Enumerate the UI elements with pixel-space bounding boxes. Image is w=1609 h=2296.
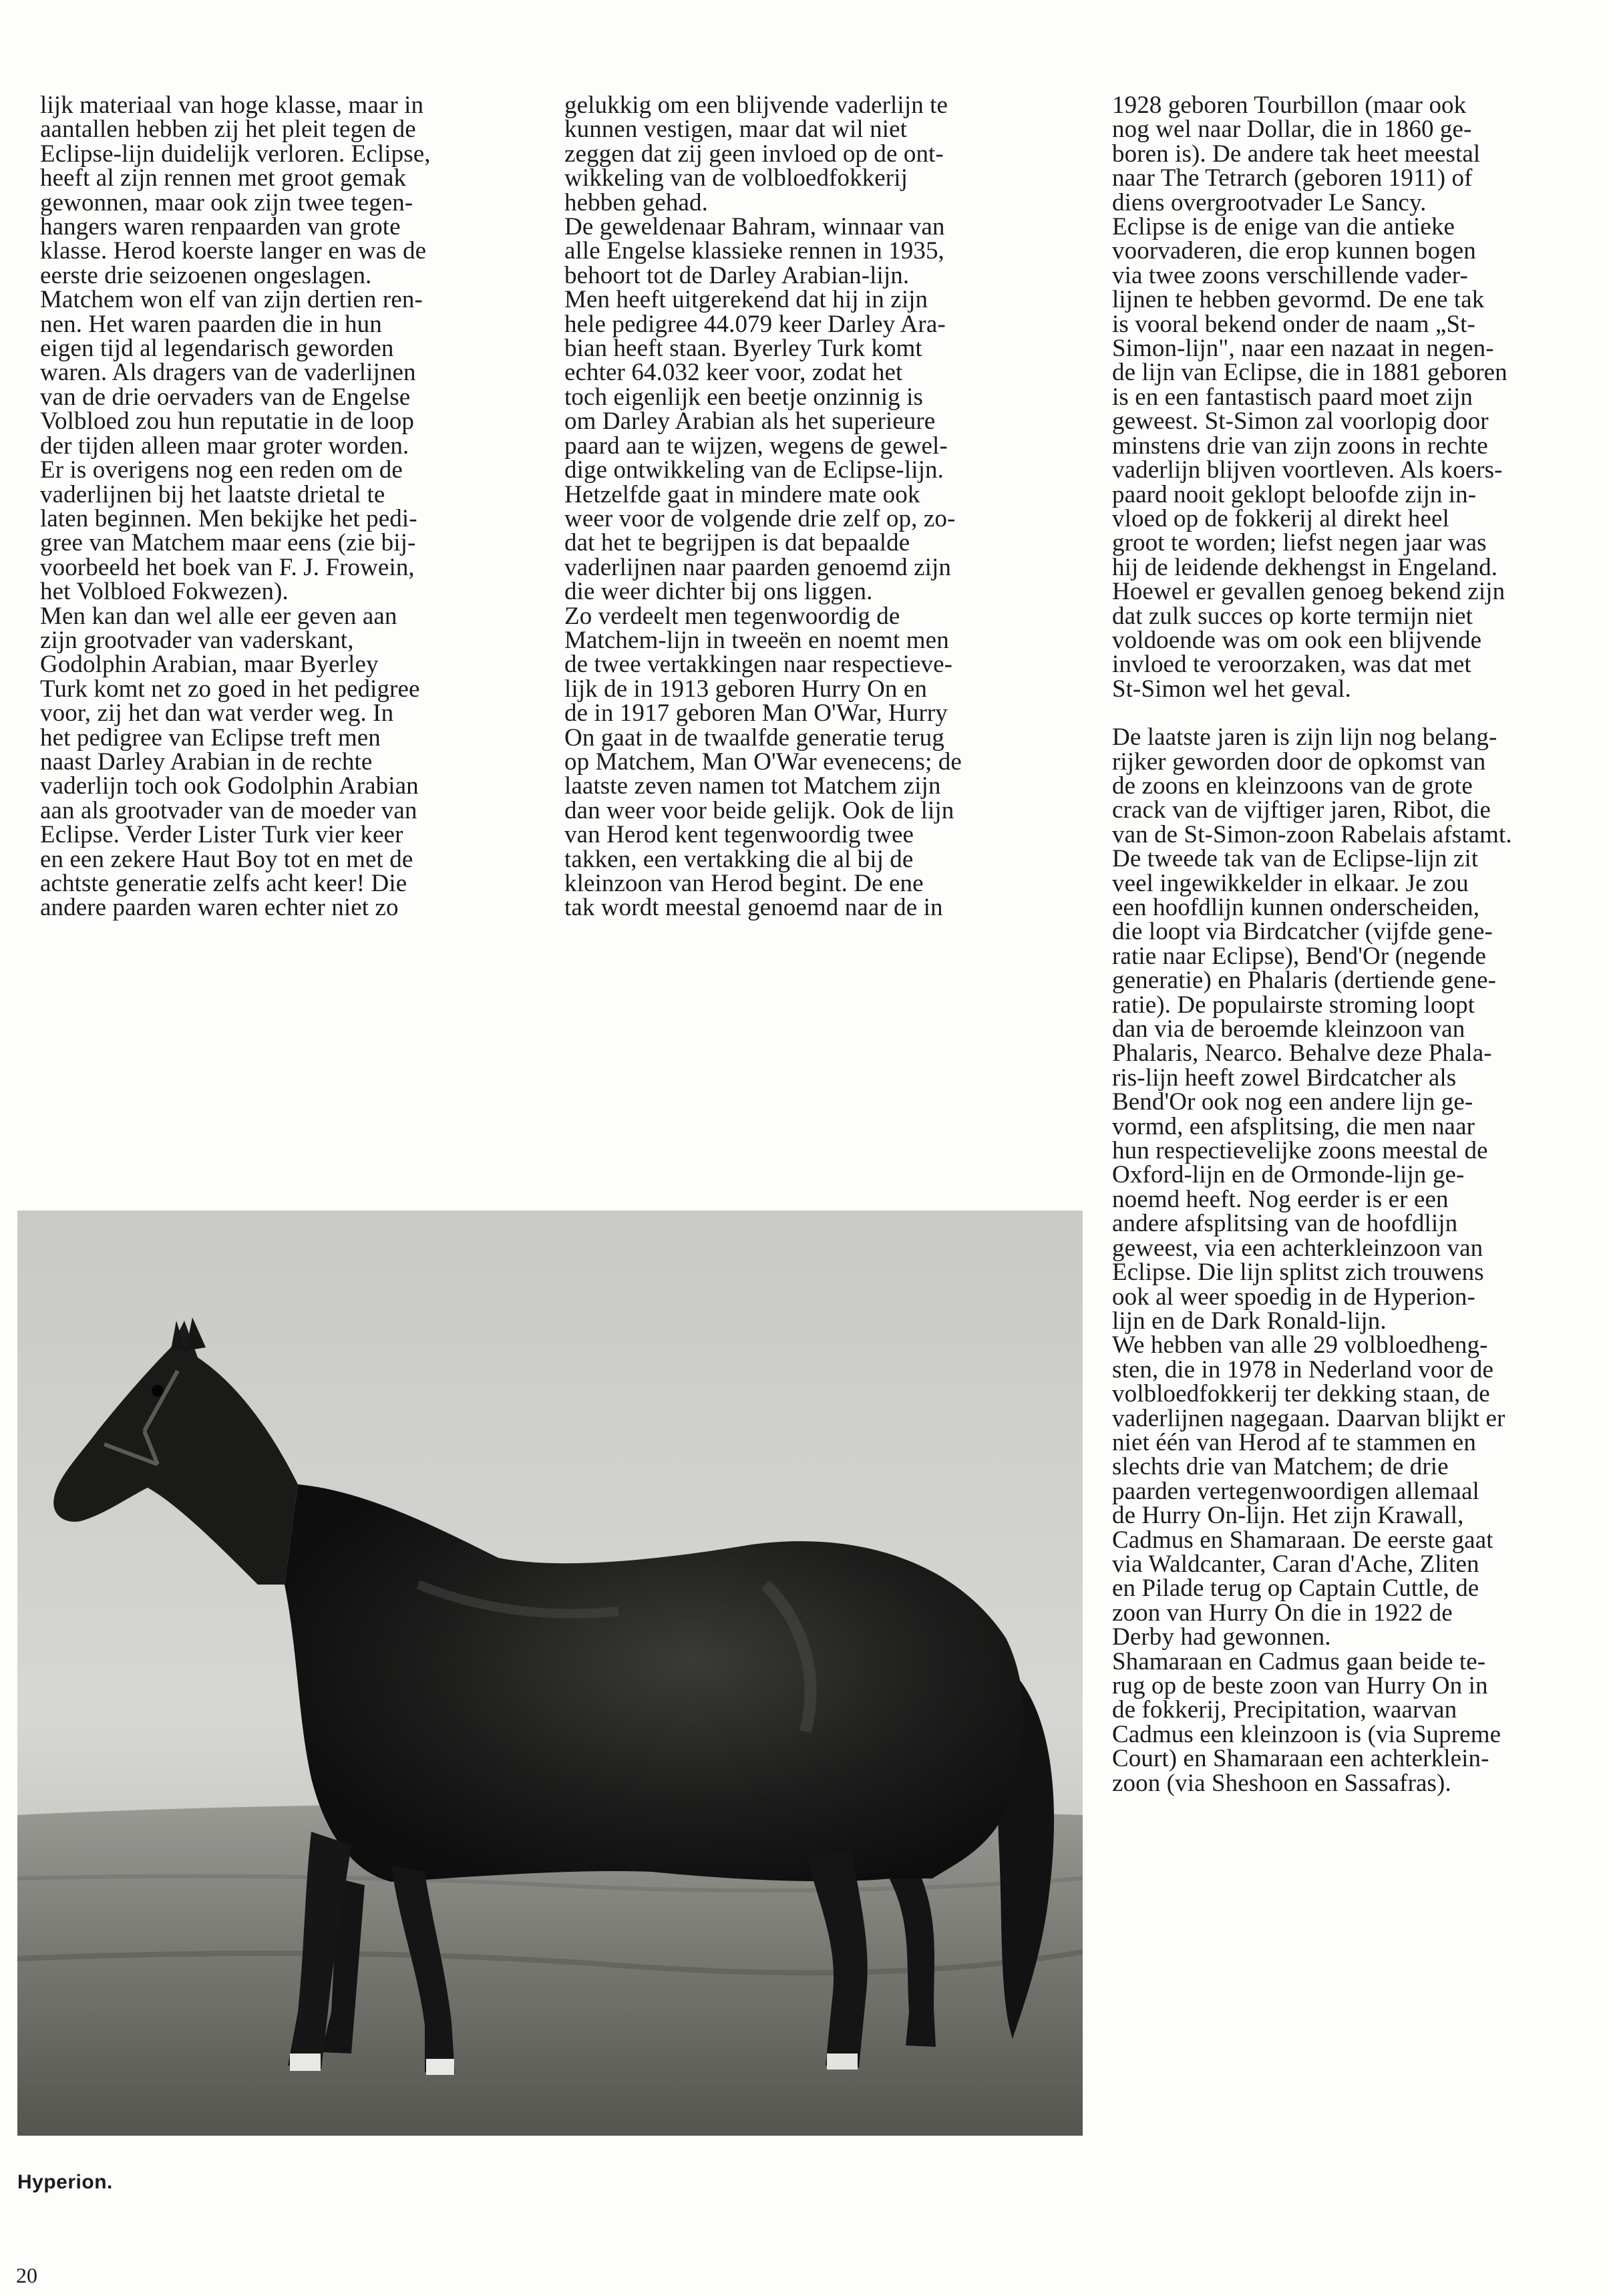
text-line: andere afsplitsing van de hoofdlijn xyxy=(1112,1210,1458,1238)
text-line: van Herod kent tegenwoordig twee xyxy=(564,821,914,849)
text-line: vormd, een afsplitsing, die men naar xyxy=(1112,1112,1475,1140)
text-line: vaderlijnen nagegaan. Daarvan blijkt er xyxy=(1112,1404,1505,1432)
text-line: heeft al zijn rennen met groot gemak xyxy=(40,164,407,192)
text-line: het pedigree van Eclipse treft men xyxy=(40,723,381,752)
text-line: paard aan te wijzen, wegens de gewel- xyxy=(564,432,948,460)
text-line: is en een fantastisch paard moet zijn xyxy=(1112,383,1473,411)
text-line: naar The Tetrarch (geboren 1911) of xyxy=(1112,164,1473,192)
text-line: Matchem-lijn in tweeën en noemt men xyxy=(564,626,949,654)
text-line: hij de leidende dekhengst in Engeland. xyxy=(1112,553,1498,581)
text-line: geweest. St-Simon zal voorlopig door xyxy=(1112,407,1489,436)
text-line: Eclipse-lijn duidelijk verloren. Eclipse, xyxy=(40,140,431,168)
text-line: dan weer voor beide gelijk. Ook de lijn xyxy=(564,796,954,824)
text-line: Simon-lijn", naar een nazaat in negen- xyxy=(1112,335,1494,363)
text-line: geweest, via een achterkleinzoon van xyxy=(1112,1234,1483,1262)
text-line: Court) en Shamaraan een achterklein- xyxy=(1112,1745,1489,1773)
text-line: van de drie oervaders van de Engelse xyxy=(40,383,411,411)
text-line: is vooral bekend onder de naam „St- xyxy=(1112,310,1475,338)
text-line: eigen tijd al legendarisch geworden xyxy=(40,335,394,363)
text-line: om Darley Arabian als het superieure xyxy=(564,407,936,436)
article-column-3-part-1 xyxy=(1112,94,1609,701)
text-line: waren. Als dragers van de vaderlijnen xyxy=(40,359,416,387)
text-line: niet één van Herod af te stammen en xyxy=(1112,1428,1476,1456)
text-line: lijn en de Dark Ronald-lijn. xyxy=(1112,1307,1387,1335)
text-line: die weer dichter bij ons liggen. xyxy=(564,578,873,606)
text-line: laatste zeven namen tot Matchem zijn xyxy=(564,772,941,800)
text-line: We hebben van alle 29 volbloedheng- xyxy=(1112,1331,1488,1359)
text-line: Cadmus een kleinzoon is (via Supreme xyxy=(1112,1720,1501,1748)
text-line: Hoewel er gevallen genoeg bekend zijn xyxy=(1112,578,1505,606)
text-line: zijn grootvader van vaderskant, xyxy=(40,626,354,654)
text-line: nog wel naar Dollar, die in 1860 ge- xyxy=(1112,116,1472,144)
text-line: ris-lijn heeft zowel Birdcatcher als xyxy=(1112,1063,1457,1092)
text-line: de fokkerij, Precipitation, waarvan xyxy=(1112,1696,1457,1724)
text-line: On gaat in de twaalfde generatie terug xyxy=(564,723,944,752)
text-line: tak wordt meestal genoemd naar de in xyxy=(564,894,943,922)
text-line: via twee zoons verschillende vader- xyxy=(1112,261,1468,289)
text-line: zeggen dat zij geen invloed op de ont- xyxy=(564,140,944,168)
text-line: Bend'Or ook nog een andere lijn ge- xyxy=(1112,1088,1473,1116)
text-line: De laatste jaren is zijn lijn nog belang- xyxy=(1112,723,1497,752)
text-line: kunnen vestigen, maar dat wil niet xyxy=(564,116,908,144)
text-line: Oxford-lijn en de Ormonde-lijn ge- xyxy=(1112,1161,1465,1189)
text-line: sten, die in 1978 in Nederland voor de xyxy=(1112,1355,1493,1383)
text-line: Shamaraan en Cadmus gaan beide te- xyxy=(1112,1647,1486,1675)
text-line: dan via de beroemde kleinzoon van xyxy=(1112,1015,1465,1043)
text-line: De geweldenaar Bahram, winnaar van xyxy=(564,213,945,241)
text-line: Er is overigens nog een reden om de xyxy=(40,456,403,484)
text-line: vloed op de fokkerij al direkt heel xyxy=(1112,504,1449,532)
paragraph-gap xyxy=(1112,701,1609,725)
text-line: de in 1917 geboren Man O'War, Hurry xyxy=(564,699,948,727)
text-line: en Pilade terug op Captain Cuttle, de xyxy=(1112,1575,1479,1603)
text-line: behoort tot de Darley Arabian-lijn. xyxy=(564,261,910,289)
text-line: laten beginnen. Men bekijke het pedi- xyxy=(40,504,417,532)
text-line: de lijn van Eclipse, die in 1881 geboren xyxy=(1112,359,1507,387)
text-line: vaderlijn blijven voortleven. Als koers- xyxy=(1112,456,1503,484)
text-line: Men heeft uitgerekend dat hij in zijn xyxy=(564,286,928,314)
text-line: voldoende was om ook een blijvende xyxy=(1112,626,1482,654)
article-column-3 xyxy=(1112,94,1609,1796)
text-line: minstens drie van zijn zoons in rechte xyxy=(1112,432,1488,460)
text-line: volbloedfokkerij ter dekking staan, de xyxy=(1112,1380,1490,1408)
text-line: vaderlijnen naar paarden genoemd zijn xyxy=(564,553,951,581)
text-line: een hoofdlijn kunnen onderscheiden, xyxy=(1112,894,1480,921)
text-line: ook al weer spoedig in de Hyperion- xyxy=(1112,1283,1475,1311)
text-line: nen. Het waren paarden die in hun xyxy=(40,310,382,338)
text-line: achtste generatie zelfs acht keer! Die xyxy=(40,870,407,897)
text-line: hun respectievelijke zoons meestal de xyxy=(1112,1137,1488,1165)
text-line: hangers waren renpaarden van grote xyxy=(40,213,401,241)
text-line: voorvaderen, die erop kunnen bogen xyxy=(1112,237,1476,265)
text-line: boren is). De andere tak heet meestal xyxy=(1112,140,1481,168)
text-line: Volbloed zou hun reputatie in de loop xyxy=(40,407,414,436)
text-line: Eclipse. Verder Lister Turk vier keer xyxy=(40,821,403,849)
text-line: zoon (via Sheshoon en Sassafras). xyxy=(1112,1769,1451,1797)
text-line: de twee vertakkingen naar respectieve- xyxy=(564,651,953,679)
article-column-1 xyxy=(40,94,511,921)
text-line: Zo verdeelt men tegenwoordig de xyxy=(564,602,900,630)
text-line: paarden vertegenwoordigen allemaal xyxy=(1112,1477,1479,1505)
text-line: Phalaris, Nearco. Behalve deze Phala- xyxy=(1112,1039,1492,1068)
text-line: voorbeeld het boek van F. J. Frowein, xyxy=(40,553,415,581)
text-line: dige ontwikkeling van de Eclipse-lijn. xyxy=(564,456,944,484)
text-line: vaderlijn toch ook Godolphin Arabian xyxy=(40,772,419,800)
text-line: andere paarden waren echter niet zo xyxy=(40,894,399,922)
photo-caption: Hyperion. xyxy=(17,2171,113,2193)
text-line: naast Darley Arabian in de rechte xyxy=(40,748,373,776)
text-line: gelukkig om een blijvende vaderlijn te xyxy=(564,92,948,119)
text-line: rijker geworden door de opkomst van xyxy=(1112,748,1486,776)
text-line: generatie) en Phalaris (dertiende gene- xyxy=(1112,967,1497,995)
horse-photo xyxy=(17,1210,1083,2136)
text-line: alle Engelse klassieke rennen in 1935, xyxy=(564,237,944,265)
text-line: takken, een vertakking die al bij de xyxy=(564,845,914,873)
text-line: op Matchem, Man O'War evenecens; de xyxy=(564,748,962,776)
text-line: bian heeft staan. Byerley Turk komt xyxy=(564,335,922,363)
text-line: Hetzelfde gaat in mindere mate ook xyxy=(564,480,920,508)
text-line: hebben gehad. xyxy=(564,188,708,216)
text-line: Turk komt net zo goed in het pedigree xyxy=(40,675,420,703)
text-line: Godolphin Arabian, maar Byerley xyxy=(40,651,379,679)
text-line: de zoons en kleinzoons van de grote xyxy=(1112,772,1473,800)
text-line: klasse. Herod koerste langer en was de xyxy=(40,237,427,265)
text-line: het Volbloed Fokwezen). xyxy=(40,578,289,606)
text-line: vaderlijnen bij het laatste drietal te xyxy=(40,480,385,508)
text-line: ratie). De populairste stroming loopt xyxy=(1112,991,1475,1019)
text-line: de Hurry On-lijn. Het zijn Krawall, xyxy=(1112,1502,1464,1530)
text-line: paard nooit geklopt beloofde zijn in- xyxy=(1112,480,1477,508)
text-line: voor, zij het dan wat verder weg. In xyxy=(40,699,394,727)
text-line: aantallen hebben zij het pleit tegen de xyxy=(40,116,416,144)
text-line: De tweede tak van de Eclipse-lijn zit xyxy=(1112,845,1479,873)
text-line: dat zulk succes op korte termijn niet xyxy=(1112,602,1473,630)
text-line: Cadmus en Shamaraan. De eerste gaat xyxy=(1112,1526,1493,1554)
text-line: Eclipse. Die lijn splitst zich trouwens xyxy=(1112,1259,1484,1287)
text-line: veel ingewikkelder in elkaar. Je zou xyxy=(1112,869,1469,897)
text-line: crack van de vijftiger jaren, Ribot, die xyxy=(1112,796,1491,824)
text-line: zoon van Hurry On die in 1922 de xyxy=(1112,1599,1453,1627)
text-line: via Waldcanter, Caran d'Ache, Zliten xyxy=(1112,1550,1479,1578)
text-line: en een zekere Haut Boy tot en met de xyxy=(40,845,413,873)
text-line: invloed te veroorzaken, was dat met xyxy=(1112,651,1471,679)
text-line: weer voor de volgende drie zelf op, zo- xyxy=(564,504,956,532)
text-line: groot te worden; liefst negen jaar was xyxy=(1112,529,1487,557)
text-line: rug op de beste zoon van Hurry On in xyxy=(1112,1672,1488,1699)
text-line: gree van Matchem maar eens (zie bij- xyxy=(40,529,416,557)
article-column-3-part-2 xyxy=(1112,725,1609,1796)
text-line: lijnen te hebben gevormd. De ene tak xyxy=(1112,286,1485,314)
text-line: lijk materiaal van hoge klasse, maar in xyxy=(40,92,424,119)
text-line: wikkeling van de volbloedfokkerij xyxy=(564,164,908,192)
text-line: diens overgrootvader Le Sancy. xyxy=(1112,188,1427,216)
text-line: Eclipse is de enige van die antieke xyxy=(1112,213,1455,241)
text-line: echter 64.032 keer voor, zodat het xyxy=(564,359,903,387)
text-line: kleinzoon van Herod begint. De ene xyxy=(564,870,924,897)
text-line: van de St-Simon-zoon Rabelais afstamt. xyxy=(1112,820,1512,848)
text-line: eerste drie seizoenen ongeslagen. xyxy=(40,261,372,289)
text-line: aan als grootvader van de moeder van xyxy=(40,796,417,824)
text-line: St-Simon wel het geval. xyxy=(1112,675,1351,703)
text-line: slechts drie van Matchem; de drie xyxy=(1112,1453,1449,1481)
text-line: Men kan dan wel alle eer geven aan xyxy=(40,602,397,630)
text-line: noemd heeft. Nog eerder is er een xyxy=(1112,1185,1449,1213)
text-line: ratie naar Eclipse), Bend'Or (negende xyxy=(1112,942,1486,970)
text-line: hele pedigree 44.079 keer Darley Ara- xyxy=(564,310,946,338)
text-line: toch eigenlijk een beetje onzinnig is xyxy=(564,383,923,411)
text-line: gewonnen, maar ook zijn twee tegen- xyxy=(40,188,413,216)
text-line: Matchem won elf van zijn dertien ren- xyxy=(40,286,423,314)
text-line: 1928 geboren Tourbillon (maar ook xyxy=(1112,92,1467,119)
text-line: die loopt via Birdcatcher (vijfde gene- xyxy=(1112,918,1493,946)
text-line: lijk de in 1913 geboren Hurry On en xyxy=(564,675,927,703)
page-number: 20 xyxy=(16,2263,37,2287)
article-column-2 xyxy=(564,94,1055,921)
text-line: der tijden alleen maar groter worden. xyxy=(40,432,409,460)
text-line: Derby had gewonnen. xyxy=(1112,1623,1331,1651)
text-line: dat het te begrijpen is dat bepaalde xyxy=(564,529,910,557)
